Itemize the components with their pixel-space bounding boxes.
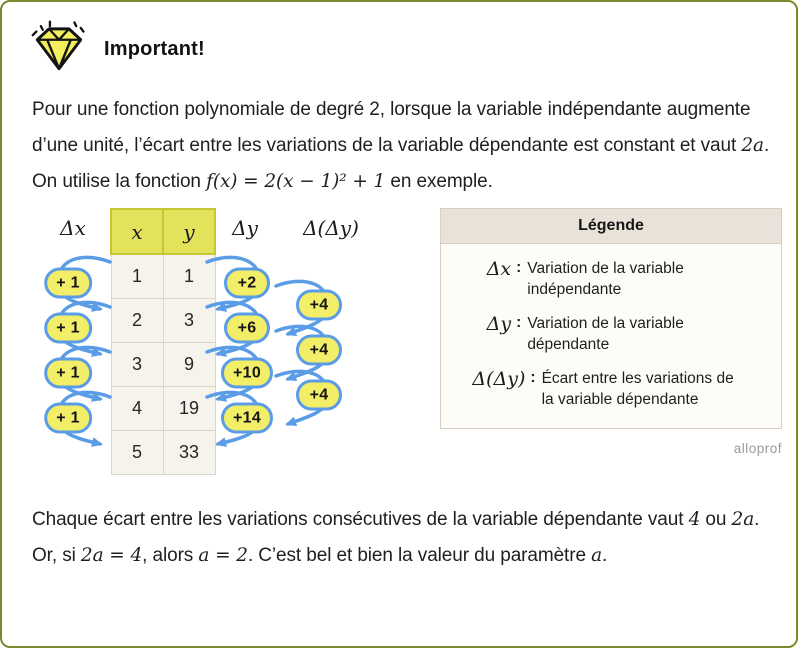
ddy-badge: +4	[296, 380, 342, 411]
x-cell: 3	[111, 343, 163, 387]
y-cell: 3	[163, 299, 215, 343]
legend-desc: Variation de la variable dépendante	[527, 315, 684, 353]
figure-row	[30, 200, 782, 496]
y-cell: 19	[163, 387, 215, 431]
dx-badge: + 1	[44, 403, 92, 434]
delta-y-label: Δy	[232, 216, 258, 240]
arrow-layer	[30, 200, 428, 496]
legend-body	[441, 244, 781, 428]
legend-symbol: Δ(Δy)	[472, 368, 526, 390]
delta-x-label: Δx	[60, 216, 86, 240]
dy-badge: +6	[224, 313, 270, 344]
delta-delta-y-label: Δ(Δy)	[303, 216, 359, 240]
y-cell: 9	[163, 343, 215, 387]
legend-title: Légende	[441, 209, 781, 244]
math-expression: 2a = 4	[80, 545, 143, 566]
x-header-cell: x	[111, 209, 163, 254]
card-header	[30, 18, 770, 80]
alloprof-watermark: alloprof	[733, 441, 782, 456]
y-header-cell: y	[163, 209, 215, 254]
dy-badge: +2	[224, 268, 270, 299]
math-expression: f(x) = 2(x − 1)² + 1	[206, 171, 386, 192]
math-expression: 2a	[741, 135, 764, 156]
diamond-icon	[30, 19, 88, 80]
ddy-badge: +4	[296, 290, 342, 321]
dx-badge: + 1	[44, 358, 92, 389]
legend-symbol: Δx	[486, 258, 512, 280]
variation-diagram	[30, 200, 428, 496]
legend-colon: :	[516, 314, 522, 331]
legend-desc: Variation de la variable indépendante	[527, 260, 684, 298]
ddy-badge: +4	[296, 335, 342, 366]
math-expression: a = 2	[198, 545, 248, 566]
legend-colon: :	[516, 259, 522, 276]
dy-badge: +14	[221, 403, 273, 434]
dx-badge: + 1	[44, 268, 92, 299]
legend-item-dx	[449, 258, 773, 300]
x-cell: 2	[111, 299, 163, 343]
outro-paragraph: Chaque écart entre les variations consécutives de la variable dépendante vaut 4 ou 2a. Or, si 2a = 4, alors a = 2. C’est bel et bien la valeur du paramètre a.	[32, 509, 760, 566]
x-cell: 5	[111, 431, 163, 475]
x-cell: 4	[111, 387, 163, 431]
legend-desc: Écart entre les variations de la variable dépendante	[541, 370, 734, 408]
y-cell: 33	[163, 431, 215, 475]
card-title: Important!	[104, 37, 205, 60]
math-expression: a	[591, 545, 603, 566]
math-expression: 4	[688, 509, 701, 530]
legend-item-ddy	[449, 368, 773, 410]
x-cell: 1	[111, 254, 163, 299]
legend-column	[440, 208, 782, 496]
y-cell: 1	[163, 254, 215, 299]
legend-colon: :	[530, 369, 536, 386]
legend-symbol: Δy	[486, 313, 512, 335]
math-expression: 2a	[731, 509, 755, 530]
legend-item-dy	[449, 313, 773, 355]
intro-paragraph: Pour une fonction polynomiale de degré 2, lorsque la variable indépendante augmente d’une unité, l’écart entre les variations de la variable dépendante est constant et vaut 2a. On utilise la fonction f(x) = 2(x − 1)² + 1 en exemple.	[32, 99, 770, 192]
dx-badge: + 1	[44, 313, 92, 344]
legend-box	[440, 208, 782, 429]
dy-badge: +10	[221, 358, 273, 389]
